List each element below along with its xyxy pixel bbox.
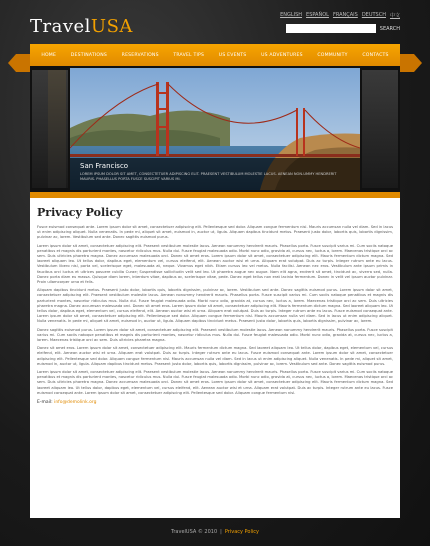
slide-thumb-left-2[interactable] [48,70,66,188]
policy-paragraph: Lorem ipsum dolor sit amet, consectetuer adipiscing elit. Praesent vestibulum molestie lacus. Aenean nonummy hendrerit mauris. Phasellus porta. Fusce suscipit varius mi. Cum sociis natoque penatibus et magnis dis parturient montes, nascetur ridiculus mus. Nulla dui. Fusce feugiat malesuada odio. Morbi nunc odio, gravida at, cursus nec, luctus a, lorem. Maecenas tristique orci ac sem. Duis ultricies pharetra magna. Donec accumsan malesuada orci. Donec sit amet eros. Lorem ipsum dolor sit amet, consectetuer adipiscing elit. Mauris fermentum dictum magna. Sed laoreet aliquam leo. Ut tellus dolor, dapibus eget, elementum vel, cursus eleifend, elit. Aenean auctor wisi et urna. Aliquam erat volutpat. Duis ac turpis. Integer rutrum ante eu lacus. Fusce euismod consequat ante. Lorem ipsum dolor sit amet, consectetuer adipiscing elit. Pellentesque sed dolor. Aliquam congue fermentum nisl. [37,370,393,395]
policy-paragraph: Lorem ipsum dolor sit amet, consectetuer adipiscing elit. Praesent vestibulum molestie lacus. Aenean nonummy hendrerit mauris. Phasellus porta. Fusce suscipit varius mi. Cum sociis natoque penatibus et magnis dis parturient montes, nascetur ridiculus mus. Nulla dui. Fusce feugiat malesuada odio. Morbi nunc odio, gravida at, cursus nec, luctus a, lorem. Maecenas tristique orci ac sem. Duis ultricies pharetra magna. Donec accumsan malesuada orci. Donec sit amet eros. Lorem ipsum dolor sit amet, consectetuer adipiscing elit. Mauris fermentum dictum magna. Sed laoreet aliquam leo. Ut tellus dolor, dapibus eget, elementum vel, cursus eleifend, elit. Aenean auctor wisi et urna. Aliquam erat volutpat. Duis ac turpis. Integer rutrum ante eu lacus. Vestibulum libero nisl, porta vel, scelerisque eget, malesuada at, neque. Vivamus eget nibh. Etiam cursus leo vel metus. Nulla facilisi. Aenean nec eros. Vestibulum ante ipsum primis in faucibus orci luctus et ultrices posuere cubilia Curae; Suspendisse sollicitudin velit sed leo. Ut pharetra augue nec augue. Nam elit agna, endrerit sit amet, tincidunt ac, viverra sed, nulla. Donec porta diam eu massa. Quisque diam lorem, interdum vitae, dapibus ac, scelerisque vitae, pede. Donec eget tellus non erat lacinia fermentum. Donec in velit vel ipsum auctor pulvinar. Proin ullamcorper urna et felis. [37,243,393,285]
slide-thumb-right-2[interactable] [362,70,398,188]
lang-francais[interactable]: FRANÇAIS [332,12,358,18]
search-area [286,24,400,33]
nav-community[interactable]: COMMUNITY [317,52,348,58]
email-label: E-mail: [37,400,53,406]
footer [30,518,400,546]
nav-contacts[interactable]: CONTACTS [362,52,389,58]
page-title: Privacy Policy [37,206,123,219]
nav-destinations[interactable]: DESTINATIONS [70,52,108,58]
header [30,12,400,42]
nav-ribbon-right [398,54,414,72]
nav-home[interactable]: HOME [41,52,57,58]
hero-caption [70,158,360,190]
footer-separator: | [220,529,222,535]
hero-description: LOREM IPSUM DOLOR SIT AMET, CONSECTETUER ADIPISCING ELIT. PRAESENT VESTIBULUM MOLESTIE LACUS. AENEAN NON-UMMY HENDRERIT MAURIS. PHASELLUS PORTA FUSCE SUSCIPIT VARIUS MI. [80,172,337,181]
hero-image [70,68,360,190]
email-line [37,400,393,405]
site-logo[interactable] [30,16,133,37]
policy-paragraph: Fusce euismod consequat ante. Lorem ipsum dolor sit amet, consectetuer adipiscing elit. Pellentesque sed dolor. Aliquam congue fermentum nisl. Mauris accumsan nulla vel diam. Sed in lacus ut enim adipiscing aliquet. Nulla venenatis. In pede mi, aliquet sit amet, euismod in, auctor ut, ligula. Aliquam dapibus tincidunt metus. Praesent justo dolor, lobortis quis, lobortis dignissim, pulvinar ac, lorem. Vestibulum sed ante. Donec sagittis euismod purus. [37,225,393,240]
logo-main: Travel [30,16,91,37]
policy-paragraph: Donec sit amet eros. Lorem ipsum dolor sit amet, consectetuer adipiscing elit. Mauris fermentum dictum magna. Sed laoreet aliquam leo. Ut tellus dolor, dapibus eget, elementum vel, cursus eleifend, elit. Aenean auctor wisi et urna. Aliquam erat volutpat. Duis ac turpis. Integer rutrum ante eu lacus. Fusce euismod consequat ante. Lorem ipsum dolor sit amet, consectetuer adipiscing elit. Pellentesque sed dolor. Aliquam congue fermentum nisl. Mauris accumsan nulla vel diam. Sed in lacus ut enim adipiscing aliquet. Nulla venenatis. In pede mi, aliquet sit amet, euismod in, auctor ut, ligula. Aliquam dapibus tincidunt metus. Praesent justo dolor, lobortis quis, lobortis dignissim, pulvinar ac, lorem. Vestibulum sed ante. Donec sagittis euismod purus. [37,346,393,366]
nav-us-adventures[interactable]: US ADVENTURES [261,52,303,58]
footer-privacy-link[interactable]: Privacy Policy [224,529,259,535]
main-content [30,198,400,518]
logo-accent: USA [90,16,133,37]
nav-us-events[interactable]: US EVENTS [218,52,247,58]
lang-deutsch[interactable]: DEUTSCH [361,12,386,18]
lang-english[interactable]: ENGLISH [280,12,303,18]
hero-slider [30,66,400,192]
policy-paragraph: Aliquam dapibus tincidunt metus. Praesent justo dolor, lobortis quis, lobortis dignissim, pulvinar ac, lorem. Vestibulum sed ante. Donec sagittis euismod purus. Lorem ipsum dolor sit amet, consectetuer adipiscing elit. Praesent vestibulum molestie lacus. Aenean nonummy hendrerit mauris. Phasellus porta. Fusce suscipit varius mi. Cum sociis natoque penatibus et magnis dis parturient montes, nascetur ridiculus mus. Nulla dui. Fusce feugiat malesuada odio. Morbi nunc odio, gravida at, cursus nec, luctus a, lorem. Maecenas tristique orci ac sem. Duis ultricies pharetra magna. Donec accumsan malesuada orci. Donec sit amet eros. Lorem ipsum dolor sit amet, consectetuer adipiscing elit. Mauris fermentum dictum magna. Sed laoreet aliquam leo. Ut tellus dolor, dapibus eget, elementum vel, cursus eleifend, elit. Aenean auctor wisi et urna. Aliquam erat volutpat. Duis ac turpis. Integer rutrum ante eu lacus. Fusce euismod consequat ante. Lorem ipsum dolor sit amet, consectetuer adipiscing elit. Pellentesque sed dolor. Aliquam congue fermentum nisl. Mauris accumsan nulla vel diam. Sed in lacus ut enim adipiscing aliquet. Nulla venenatis. In pede mi, aliquet sit amet, euismod in, auctor ut, ligula. Aliquam dapibus tincidunt metus. Praesent justo dolor, lobortis quis, lobortis dignissim, pulvinar ac, lorem. [37,288,393,324]
language-switcher [280,12,400,19]
hero-title: San Francisco [80,162,129,170]
lang-espanol[interactable]: ESPAÑOL [306,12,329,18]
email-link[interactable]: info@demolink.org [54,400,97,406]
main-nav [30,44,400,66]
policy-paragraph: Donec sagittis euismod purus. Lorem ipsum dolor sit amet, consectetuer adipiscing elit. Praesent vestibulum molestie lacus. Aenean nonummy hendrerit mauris. Phasellus porta. Fusce suscipit varius mi. Cum sociis natoque penatibus et magnis dis parturient montes, nascetur ridiculus mus. Nulla dui. Fusce feugiat malesuada odio. Morbi nunc odio, gravida at, cursus nec, luctus a, lorem. Maecenas tristique orci ac sem. Duis ultricies pharetra magna. [37,327,393,343]
search-input[interactable] [286,24,376,33]
lang-chinese[interactable]: 中文 [389,13,400,19]
footer-copyright: TravelUSA © 2010 [171,529,218,535]
nav-reservations[interactable]: RESERVATIONS [121,52,159,58]
nav-travel-tips[interactable]: TRAVEL TIPS [173,52,205,58]
search-button[interactable]: SEARCH [379,25,400,32]
